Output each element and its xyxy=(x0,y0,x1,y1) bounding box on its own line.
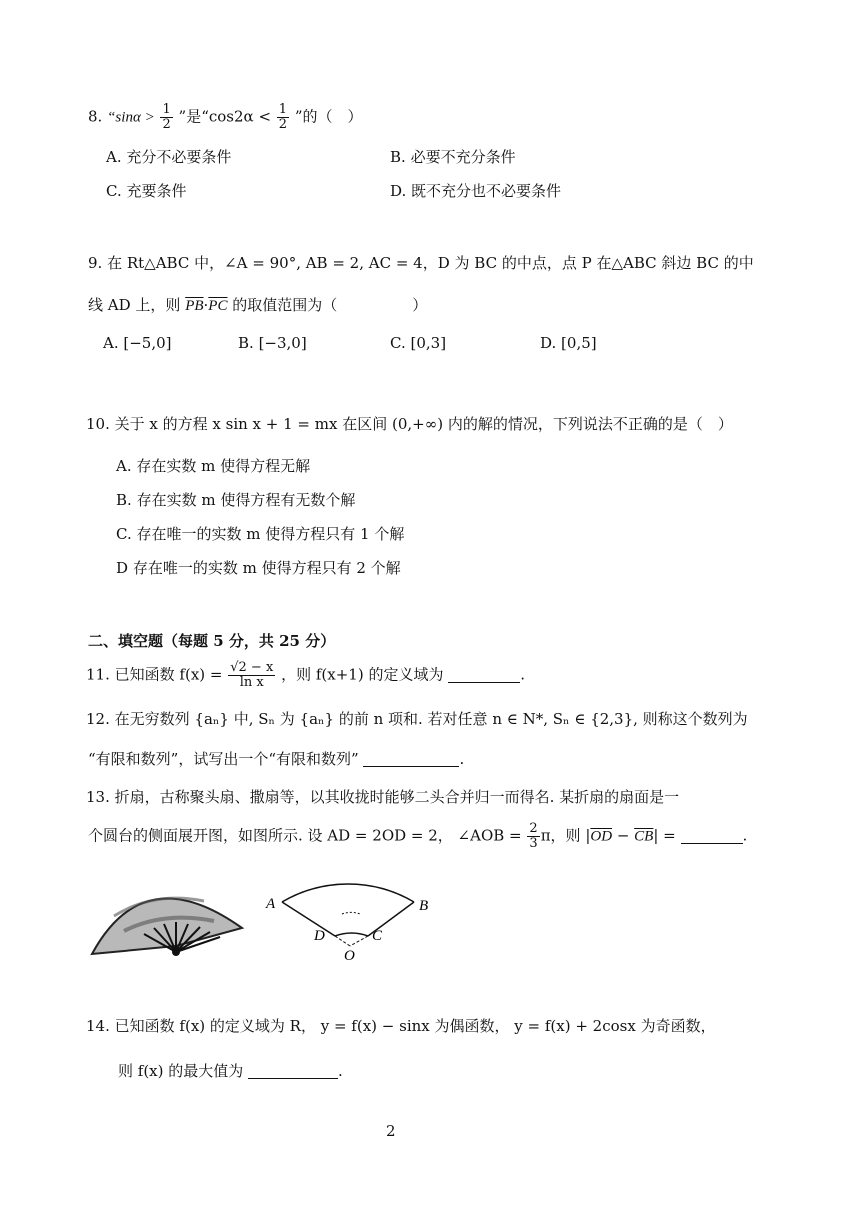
q11-number: 11. xyxy=(86,665,110,684)
q8-fraction-1: $\frac{1}{2}$ xyxy=(162,102,171,132)
q9-option-d: D. [0,5] xyxy=(540,334,597,352)
q8-option-b: B. 必要不充分条件 xyxy=(390,148,516,166)
q11-fraction: $\frac{√2 - x}{\text{ln x}}$ xyxy=(230,660,274,690)
q9-line-2: 线 AD 上，则 $\overline{PB}\cdot\overline{PC}$ 的取值范围为（ ） xyxy=(88,296,428,314)
q10-number: 10. xyxy=(86,415,110,433)
label-o: O xyxy=(344,948,355,964)
q10-option-c: C. 存在唯一的实数 m 使得方程只有 1 个解 xyxy=(116,525,405,543)
q9-number: 9. xyxy=(88,254,103,272)
q10-option-a: A. 存在实数 m 使得方程无解 xyxy=(116,457,311,475)
outer-arc xyxy=(282,884,414,902)
q9-option-c: C. [0,3] xyxy=(390,334,447,352)
section-2-title: 二、填空题（每题 5 分，共 25 分） xyxy=(88,632,336,650)
q10-stem: 10. 关于 x 的方程 x sin x + 1 = mx 在区间 (0,+∞) 内的解的情况，下列说法不正确的是（ ） xyxy=(86,415,733,433)
q10-option-b: B. 存在实数 m 使得方程有无数个解 xyxy=(116,491,356,509)
q8-fraction-2: $\frac{1}{2}$ xyxy=(278,102,288,132)
label-a: A xyxy=(266,896,276,912)
q9-line-1: 9. 在 Rt△ABC 中，∠A = 90°, AB = 2, AC = 4，D 为 BC 的中点，点 P 在△ABC 斜边 BC 的中 xyxy=(88,254,754,272)
q13-line-2: 个圆台的侧面展开图，如图所示. 设 AD = 2OD = 2， ∠AOB = $\frac{2}{3}$ π，则 $|\overline{OD} - \overline{CB}|$ = . xyxy=(88,821,748,851)
q14-answer-blank[interactable] xyxy=(248,1064,338,1079)
q9-option-a: A. [−5,0] xyxy=(103,334,172,352)
vector-cb: $\overline{CB}$ xyxy=(634,828,654,845)
q8-number: 8. xyxy=(88,107,103,126)
vector-pb: $\overline{PB}$ xyxy=(185,298,204,314)
fan-diagram xyxy=(262,852,442,964)
q13-line-1: 13. 折扇，古称聚头扇、撒扇等，以其收拢时能够二头合并归一而得名. 某折扇的扇面是一 xyxy=(86,788,680,806)
label-b: B xyxy=(419,898,429,914)
label-c: C xyxy=(372,928,383,944)
label-d: D xyxy=(314,928,325,944)
q13-fraction: $\frac{2}{3}$ xyxy=(529,821,538,851)
q12-number: 12. xyxy=(86,710,110,728)
q8-option-a: A. 充分不必要条件 xyxy=(106,148,232,166)
q12-line-1: 12. 在无穷数列 {aₙ} 中, Sₙ 为 {aₙ} 的前 n 项和. 若对任意 n ∈ N*, Sₙ ∈ {2,3}, 则称这个数列为 xyxy=(86,710,748,728)
q14-number: 14. xyxy=(86,1017,110,1035)
vector-pc: $\overline{PC}$ xyxy=(208,298,228,314)
q8-stem: 8. “sinα > $\frac{1}{2}$ ”是“cos2α < $\frac{1}{2}$ ”的（ ） xyxy=(88,102,363,132)
q11-answer-blank[interactable] xyxy=(448,668,520,683)
q8-option-c: C. 充要条件 xyxy=(106,182,187,200)
page-number: 2 xyxy=(386,1122,396,1140)
segment-ad xyxy=(282,902,335,936)
vector-od: $\overline{OD}$ xyxy=(590,828,613,845)
inner-arc xyxy=(335,933,368,936)
q12-line-2: “有限和数列”，试写出一个“有限和数列” . xyxy=(88,750,465,768)
q11: 11. 已知函数 f(x) = $\frac{√2 - x}{\text{ln x}}$ ，则 f(x+1) 的定义域为 . xyxy=(86,660,526,690)
q9-option-b: B. [−3,0] xyxy=(238,334,307,352)
q8-option-d: D. 既不充分也不必要条件 xyxy=(390,182,562,200)
q14-line-1: 14. 已知函数 f(x) 的定义域为 R， y = f(x) − sinx 为偶函数， y = f(x) + 2cosx 为奇函数， xyxy=(86,1017,716,1035)
q14-line-2: 则 f(x) 的最大值为 . xyxy=(118,1062,343,1080)
folding-fan-image xyxy=(84,866,254,966)
q13-number: 13. xyxy=(86,788,110,806)
q13-answer-blank[interactable] xyxy=(681,829,743,844)
q10-option-d: D 存在唯一的实数 m 使得方程只有 2 个解 xyxy=(116,559,401,577)
q12-answer-blank[interactable] xyxy=(363,752,459,767)
fan-leaf xyxy=(92,898,242,954)
